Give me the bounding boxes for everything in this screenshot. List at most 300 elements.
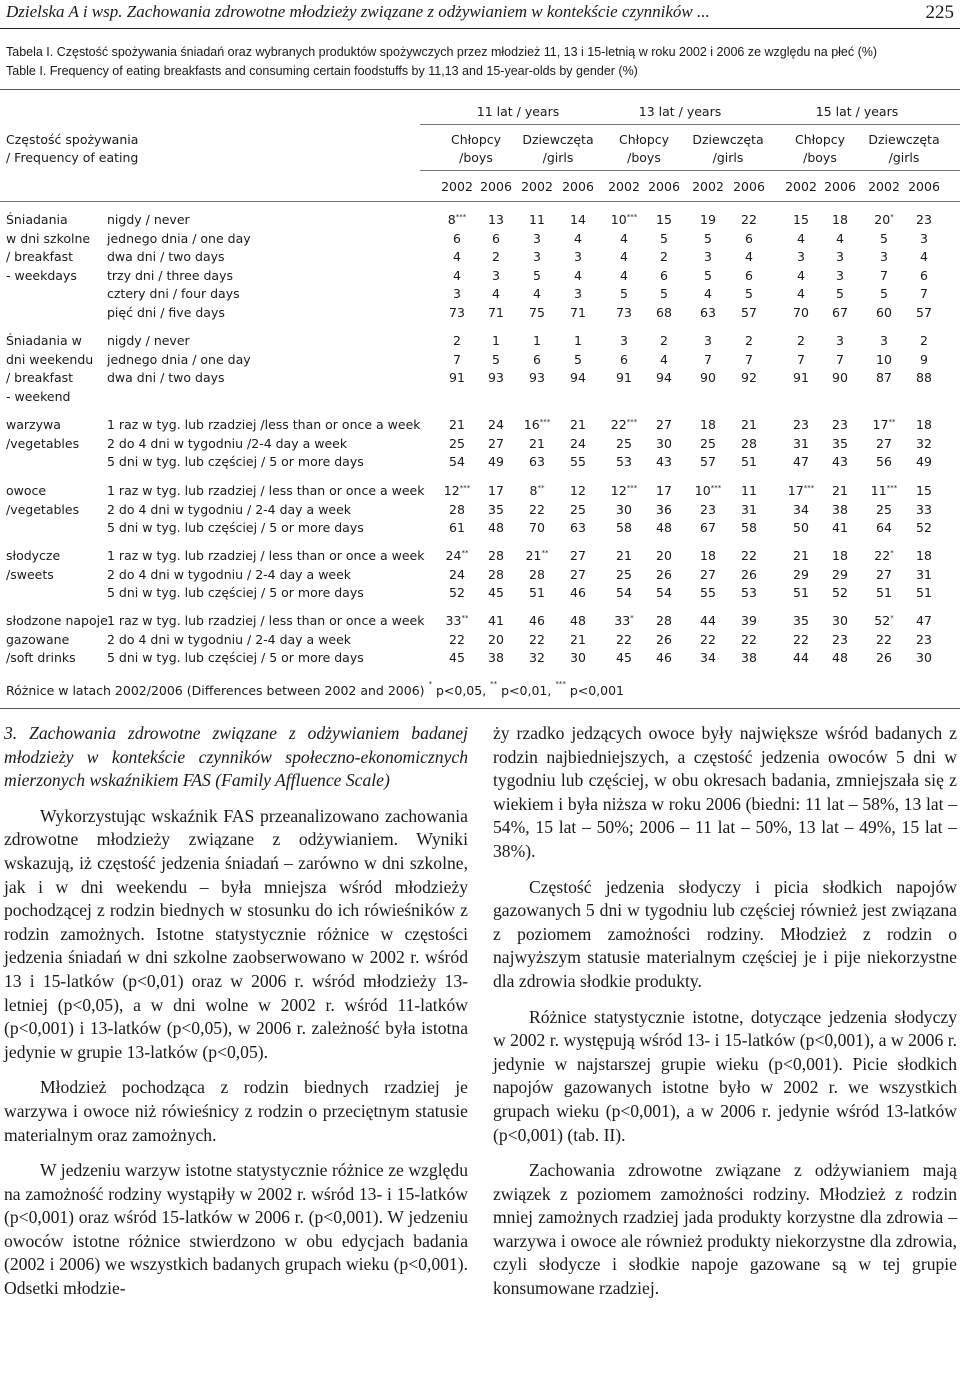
table-cell: 41: [832, 520, 848, 535]
gender-header-sub: /boys: [803, 150, 837, 165]
table-cell: 48: [656, 520, 672, 535]
table-cell: 23: [793, 417, 809, 432]
table-cell: 41: [488, 613, 504, 628]
header-rule: [0, 28, 960, 29]
table-cell: 2: [453, 333, 461, 348]
group-label: /sweets: [6, 566, 54, 582]
table-cell: 44: [793, 650, 809, 665]
age-group-header: 11 lat / years: [476, 104, 560, 119]
table-cell: 46: [529, 613, 545, 628]
table-cell: 34: [700, 650, 716, 665]
row-label: jednego dnia / one day: [107, 230, 251, 246]
group-label: / breakfast: [6, 370, 74, 385]
table-cell: 46: [570, 585, 586, 600]
table-cell: 38: [832, 501, 848, 517]
table-cell: 5: [880, 230, 888, 246]
table-cell: 12***: [610, 483, 638, 498]
table-cell: 43: [656, 454, 672, 469]
table-cell: 1: [574, 333, 582, 348]
table-cell: 32: [529, 650, 545, 665]
row-label: 1 raz w tyg. lub rzadziej / less than or once a week: [107, 483, 425, 498]
row-label: nigdy / never: [107, 333, 190, 348]
year-header: 2002: [692, 179, 724, 194]
table-cell: 22: [616, 631, 632, 647]
table-cell: 20: [488, 631, 504, 647]
table-cell: 5: [660, 230, 668, 246]
table-cell: 24**: [445, 548, 469, 563]
table-cell: 31: [916, 566, 932, 582]
table-cell: 91: [449, 370, 465, 385]
table-cell: 4: [836, 230, 844, 246]
table-cell: 18: [916, 548, 932, 563]
table-cell: 3: [574, 249, 582, 264]
table-cell: 92: [741, 370, 757, 385]
table-cell: 33: [916, 501, 932, 517]
page-number: 225: [925, 2, 954, 23]
table-cell: 20: [656, 548, 672, 563]
table-cell: 4: [620, 267, 628, 283]
table-cell: 22*: [874, 548, 894, 563]
table-cell: 55: [570, 454, 586, 469]
table-caption-polish: Tabela I. Częstość spożywania śniadań oraz wybranych produktów spożywczych przez młodzież 11, 13 i 15-letnią w roku 2002 i 2006 ze względu na płeć (%): [6, 45, 878, 59]
table-cell: 23: [832, 631, 848, 647]
table-cell: 21: [529, 435, 545, 451]
gender-header-sub: /girls: [542, 150, 574, 165]
table-footnote: Różnice w latach 2002/2006 (Differences between 2002 and 2006) * p<0,05, ** p<0,01, *** p<0,001: [6, 680, 625, 698]
table-cell: 30: [916, 650, 932, 665]
table-cell: 7: [880, 267, 888, 283]
table-cell: 16***: [523, 417, 551, 432]
table-cell: 63: [570, 520, 586, 535]
table-cell: 3: [620, 333, 628, 348]
table-cell: 56: [876, 454, 892, 469]
group-label: warzywa: [6, 417, 61, 432]
table-cell: 2: [797, 333, 805, 348]
table-cell: 4: [574, 230, 582, 246]
table-cell: 12***: [443, 483, 471, 498]
table-cell: 6: [745, 267, 753, 283]
table-cell: 6: [620, 351, 628, 367]
table-cell: 13: [488, 212, 504, 227]
table-cell: 26: [876, 650, 892, 665]
table-cell: 15: [656, 212, 672, 227]
table-cell: 49: [916, 454, 932, 469]
table-cell: 38: [488, 650, 504, 665]
table-cell: 26: [741, 566, 757, 582]
table-cell: 24: [449, 566, 465, 582]
table-cell: 6: [660, 267, 668, 283]
table-cell: 45: [449, 650, 465, 665]
table-cell: 11: [741, 483, 757, 498]
table-cell: 73: [449, 304, 465, 320]
table-cell: 3: [836, 267, 844, 283]
row-label: 5 dni w tyg. lub częściej / 5 or more days: [107, 454, 364, 469]
table-cell: 27: [876, 566, 892, 582]
table-cell: 52: [449, 585, 465, 600]
table-cell: 8***: [447, 212, 467, 227]
text-column-right: [493, 722, 957, 1301]
table-cell: 22: [741, 548, 757, 563]
table-cell: 48: [488, 520, 504, 535]
running-header: [6, 2, 954, 24]
table-cell: 71: [570, 304, 586, 320]
table-cell: 64: [876, 520, 892, 535]
table-cell: 9: [920, 351, 928, 367]
table-caption-english: Table I. Frequency of eating breakfasts and consuming certain foodstuffs by 11,13 and 15-year-olds by gender (%): [6, 64, 638, 78]
table-cell: 22: [793, 631, 809, 647]
row-label: jednego dnia / one day: [107, 351, 251, 367]
table-cell: 34: [793, 501, 809, 517]
table-cell: 28: [529, 566, 545, 582]
gender-header: Dziewczęta: [522, 132, 594, 147]
table-cell: 25: [616, 566, 632, 582]
table-cell: 3: [880, 333, 888, 348]
age-group-header: 15 lat / years: [815, 104, 899, 119]
row-label: 5 dni w tyg. lub częściej / 5 or more days: [107, 520, 364, 535]
table-cell: 51: [916, 585, 932, 600]
table-cell: 57: [700, 454, 716, 469]
table-cell: 32: [916, 435, 932, 451]
table-cell: 29: [793, 566, 809, 582]
table-cell: 17***: [787, 483, 815, 498]
table-cell: 33*: [614, 613, 634, 628]
table-cell: 51: [876, 585, 892, 600]
table-cell: 24: [488, 417, 504, 432]
table-cell: 5: [620, 286, 628, 301]
gender-header-sub: /girls: [888, 150, 920, 165]
group-label: / breakfast: [6, 249, 74, 264]
row-label: cztery dni / four days: [107, 286, 240, 301]
table-cell: 7: [836, 351, 844, 367]
table-cell: 25: [700, 435, 716, 451]
table-cell: 87: [876, 370, 892, 385]
table-cell: 63: [529, 454, 545, 469]
table-cell: 21: [832, 483, 848, 498]
table-cell: 22***: [610, 417, 638, 432]
table-cell: 35: [488, 501, 504, 517]
table-cell: 27: [570, 548, 586, 563]
table-cell: 31: [793, 435, 809, 451]
table-cell: 6: [745, 230, 753, 246]
table-cell: 27: [570, 566, 586, 582]
table-cell: 70: [793, 304, 809, 320]
table-cell: 45: [616, 650, 632, 665]
gender-header-sub: /girls: [712, 150, 744, 165]
table-cell: 28: [656, 613, 672, 628]
table-cell: 4: [797, 267, 805, 283]
paragraph: ży rzadko jedzących owoce były największe wśród badanych z rodzin najbiedniejszych, a częstość jedzenia owoców 5 dni w tygodniu lub częściej, w obu okresach badania, zmniejszała się z wiekiem i była niższa w roku 2006 (biedni: 11 lat – 58%, 13 lat – 54%, 15 lat – 50%; 2006 – 11 lat – 50%, 13 lat – 49%, 15 lat – 38%).: [493, 723, 957, 861]
table-cell: 51: [529, 585, 545, 600]
table-cell: 57: [741, 304, 757, 320]
table-cell: 27: [876, 435, 892, 451]
stub-header-line: / Frequency of eating: [6, 150, 139, 165]
table-cell: 17: [656, 483, 672, 498]
table-cell: 28: [488, 548, 504, 563]
table-cell: 21: [449, 417, 465, 432]
row-label: nigdy / never: [107, 212, 190, 227]
table-cell: 22: [449, 631, 465, 647]
row-label: 2 do 4 dni w tygodniu /2-4 day a week: [107, 435, 348, 451]
gender-header: Chłopcy: [794, 132, 846, 147]
table-cell: 3: [533, 230, 541, 246]
row-label: 2 do 4 dni w tygodniu / 2-4 day a week: [107, 631, 352, 647]
group-label: słodycze: [6, 548, 61, 563]
table-cell: 45: [488, 585, 504, 600]
table-top-rule: [0, 89, 960, 90]
table-cell: 88: [916, 370, 932, 385]
table-cell: 10: [876, 351, 892, 367]
table-cell: 54: [616, 585, 632, 600]
group-label: Śniadania w: [6, 333, 82, 348]
header-rule-3: [0, 201, 960, 202]
table-cell: 4: [453, 267, 461, 283]
group-label: - weekend: [6, 388, 71, 404]
row-label: dwa dni / two days: [107, 249, 225, 264]
table-cell: 17: [488, 483, 504, 498]
row-label: 1 raz w tyg. lub rzadziej /less than or once a week: [107, 417, 421, 432]
table-cell: 5: [836, 286, 844, 301]
table-cell: 52: [832, 585, 848, 600]
table-cell: 6: [453, 230, 461, 246]
table-cell: 70: [529, 520, 545, 535]
paragraph: Młodzież pochodząca z rodzin biednych rzadziej je warzywa i owoce niż rówieśnicy z rodzin o przeciętnym statusie materialnym oraz zamożnych.: [4, 1077, 468, 1145]
year-header: 2006: [480, 179, 512, 194]
table-cell: 51: [741, 454, 757, 469]
table-cell: 27: [700, 566, 716, 582]
table-cell: 3: [880, 249, 888, 264]
table-cell: 3: [797, 249, 805, 264]
table-cell: 19: [700, 212, 716, 227]
table-cell: 61: [449, 520, 465, 535]
table-cell: 30: [616, 501, 632, 517]
table-cell: 5: [745, 286, 753, 301]
table-cell: 38: [741, 650, 757, 665]
table-cell: 30: [832, 613, 848, 628]
table-cell: 4: [453, 249, 461, 264]
paragraph: Wykorzystując wskaźnik FAS przeanalizowano zachowania zdrowotne młodzieży związane z odżywianiem. Wyniki wskazują, iż częstość jedzenia śniadań – zarówno w dni szkolne, jak i w dni weekendu – była mniejsza wśród młodzieży pochodzącej z rodzin biednych w stosunku do ich rówieśników z rodzin zamożnych. Istotne statystycznie różnice w częstości jedzenia śniadań w dni szkolne zaobserwowano w 2002 r. wśród 13 i 15-latków (p<0,01) oraz w 2006 r. wśród młodzieży 13-letniej (p<0,05), a w dni wolne w 2002 r. wśród 11-latków (p<0,001) i 13-latków (p<0,05), w 2006 r. zależność była istotna jedynie w grupie 13-latków (p<0,05).: [4, 805, 468, 1062]
table-cell: 7: [704, 351, 712, 367]
table-cell: 71: [488, 304, 504, 320]
row-label: dwa dni / two days: [107, 370, 225, 385]
table-cell: 93: [529, 370, 545, 385]
table-cell: 4: [797, 230, 805, 246]
table-cell: 58: [741, 520, 757, 535]
year-header: 2006: [824, 179, 856, 194]
gender-header: Dziewczęta: [868, 132, 940, 147]
table-cell: 57: [916, 304, 932, 320]
table-cell: 25: [570, 501, 586, 517]
table-cell: 2: [492, 249, 500, 264]
table-cell: 4: [920, 249, 928, 264]
table-cell: 3: [704, 333, 712, 348]
table-cell: 21: [570, 417, 586, 432]
table-cell: 35: [793, 613, 809, 628]
row-label: 5 dni w tyg. lub częściej / 5 or more days: [107, 650, 364, 665]
table-cell: 53: [741, 585, 757, 600]
table-cell: 22: [741, 212, 757, 227]
table-cell: 53: [616, 454, 632, 469]
year-header: 2006: [733, 179, 765, 194]
gender-header-sub: /boys: [627, 150, 661, 165]
table-cell: 3: [533, 249, 541, 264]
gender-header: Chłopcy: [618, 132, 670, 147]
table-cell: 4: [704, 286, 712, 301]
table-cell: 21: [570, 631, 586, 647]
table-cell: 22: [876, 631, 892, 647]
table-cell: 75: [529, 304, 545, 320]
year-header: 2002: [521, 179, 553, 194]
group-label: - weekdays: [6, 267, 77, 283]
table-cell: 1: [533, 333, 541, 348]
table-cell: 18: [700, 417, 716, 432]
table-cell: 2: [920, 333, 928, 348]
year-header: 2002: [441, 179, 473, 194]
table-cell: 25: [449, 435, 465, 451]
table-cell: 5: [880, 286, 888, 301]
table-cell: 51: [793, 585, 809, 600]
table-cell: 4: [574, 267, 582, 283]
table-cell: 3: [453, 286, 461, 301]
group-label: dni weekendu: [6, 351, 94, 367]
group-label: /vegetables: [6, 435, 80, 451]
table-cell: 44: [700, 613, 716, 628]
row-label: trzy dni / three days: [107, 267, 234, 283]
table-cell: 60: [876, 304, 892, 320]
stub-header-line: Częstość spożywania: [6, 132, 139, 147]
gender-header-sub: /boys: [459, 150, 493, 165]
table-cell: 21: [741, 417, 757, 432]
table-cell: 33**: [445, 613, 469, 628]
table-cell: 22: [529, 631, 545, 647]
table-cell: 28: [741, 435, 757, 451]
table-cell: 22: [529, 501, 545, 517]
table-cell: 23: [700, 501, 716, 517]
table-cell: 11***: [870, 483, 898, 498]
group-label: owoce: [6, 483, 47, 498]
paragraph: W jedzeniu warzyw istotne statystycznie różnice ze względu na zamożność rodziny wystąpiły w 2002 r. wśród 13- i 15-latków (p<0,001) oraz wśród 15-latków w 2006 r. (p<0,001). W jedzeniu owoców istotne różnice stwierdzono w obu edycjach badania (2002 i 2006) we wszystkich badanych grupach wieku (p<0,001). Odsetki młodzie-: [4, 1160, 468, 1299]
group-label: /vegetables: [6, 501, 80, 517]
table-cell: 8**: [529, 483, 545, 498]
year-header: 2006: [648, 179, 680, 194]
table-cell: 63: [700, 304, 716, 320]
table-cell: 94: [570, 370, 586, 385]
group-label: słodzone napoje: [6, 613, 108, 628]
table-cell: 93: [488, 370, 504, 385]
table-cell: 43: [832, 454, 848, 469]
table-cell: 94: [656, 370, 672, 385]
table-cell: 55: [700, 585, 716, 600]
table-cell: 68: [656, 304, 672, 320]
table-cell: 91: [616, 370, 632, 385]
table-cell: 30: [656, 435, 672, 451]
table-cell: 21**: [525, 548, 549, 563]
table-cell: 22: [700, 631, 716, 647]
table-cell: 23: [916, 212, 932, 227]
table-cell: 54: [656, 585, 672, 600]
table-cell: 25: [876, 501, 892, 517]
table-cell: 5: [704, 267, 712, 283]
paragraph: Zachowania zdrowotne związane z odżywianiem mają związek z poziomem zamożności rodziny. Młodzież z rodzin mniej zamożnych rzadziej jada produkty korzystne dla zdrowia – warzywa i owoce ale również produkty niekorzystne dla zdrowia, czyli słodycze i słodkie napoje gazowane są w tej grupie konsumowane rzadziej.: [493, 1160, 957, 1299]
year-header: 2002: [868, 179, 900, 194]
table-cell: 30: [570, 650, 586, 665]
table-cell: 4: [492, 286, 500, 301]
section-heading: 3. Zachowania zdrowotne związane z odżywianiem badanej młodzieży w kontekście czynników społeczno-ekonomicznych mierzonych wskaźnikiem FAS (Family Affluence Scale): [4, 723, 468, 791]
table-cell: 28: [449, 501, 465, 517]
table-cell: 4: [533, 286, 541, 301]
table-cell: 90: [700, 370, 716, 385]
table-cell: 49: [488, 454, 504, 469]
table-cell: 52*: [874, 613, 894, 628]
header-rule-2: [420, 170, 960, 171]
table-cell: 67: [832, 304, 848, 320]
table-cell: 26: [656, 566, 672, 582]
table-cell: 26: [656, 631, 672, 647]
table-cell: 23: [832, 417, 848, 432]
row-label: pięć dni / five days: [107, 304, 225, 320]
table-cell: 6: [533, 351, 541, 367]
table-cell: 27: [656, 417, 672, 432]
table-cell: 90: [832, 370, 848, 385]
table-cell: 25: [616, 435, 632, 451]
table-cell: 50: [793, 520, 809, 535]
table-cell: 11: [529, 212, 545, 227]
table-cell: 4: [620, 230, 628, 246]
table-cell: 1: [492, 333, 500, 348]
table-cell: 18: [916, 417, 932, 432]
year-header: 2002: [785, 179, 817, 194]
table-cell: 6: [920, 267, 928, 283]
gender-header: Dziewczęta: [692, 132, 764, 147]
table-cell: 15: [793, 212, 809, 227]
table-cell: 39: [741, 613, 757, 628]
row-label: 1 raz w tyg. lub rzadziej / less than or once a week: [107, 613, 425, 628]
table-cell: 29: [832, 566, 848, 582]
header-rule-1: [420, 124, 960, 125]
table-cell: 28: [488, 566, 504, 582]
table-cell: 4: [745, 249, 753, 264]
table-cell: 47: [916, 613, 932, 628]
table-cell: 24: [570, 435, 586, 451]
table-cell: 5: [533, 267, 541, 283]
table-cell: 15: [916, 483, 932, 498]
year-header: 2006: [562, 179, 594, 194]
age-group-header: 13 lat / years: [638, 104, 722, 119]
table-bottom-rule: [0, 708, 960, 709]
table-cell: 20*: [874, 212, 894, 227]
row-label: 1 raz w tyg. lub rzadziej / less than or once a week: [107, 548, 425, 563]
table-cell: 52: [916, 520, 932, 535]
year-header: 2002: [608, 179, 640, 194]
group-label: w dni szkolne: [6, 230, 91, 246]
table-cell: 18: [700, 548, 716, 563]
running-header-title: Dzielska A i wsp. Zachowania zdrowotne młodzieży związane z odżywianiem w kontekście czynników ...: [6, 2, 710, 21]
table-cell: 4: [797, 286, 805, 301]
table-cell: 7: [745, 351, 753, 367]
table-cell: 35: [832, 435, 848, 451]
table-cell: 3: [574, 286, 582, 301]
table-cell: 3: [836, 249, 844, 264]
table-cell: 5: [660, 286, 668, 301]
table-cell: 3: [704, 249, 712, 264]
table-cell: 14: [570, 212, 586, 227]
row-label: 2 do 4 dni w tygodniu / 2-4 day a week: [107, 501, 352, 517]
table-cell: 18: [832, 548, 848, 563]
row-label: 5 dni w tyg. lub częściej / 5 or more days: [107, 585, 364, 600]
table-cell: 3: [920, 230, 928, 246]
table-cell: 17**: [872, 417, 896, 432]
table-cell: 67: [700, 520, 716, 535]
table-cell: 7: [453, 351, 461, 367]
